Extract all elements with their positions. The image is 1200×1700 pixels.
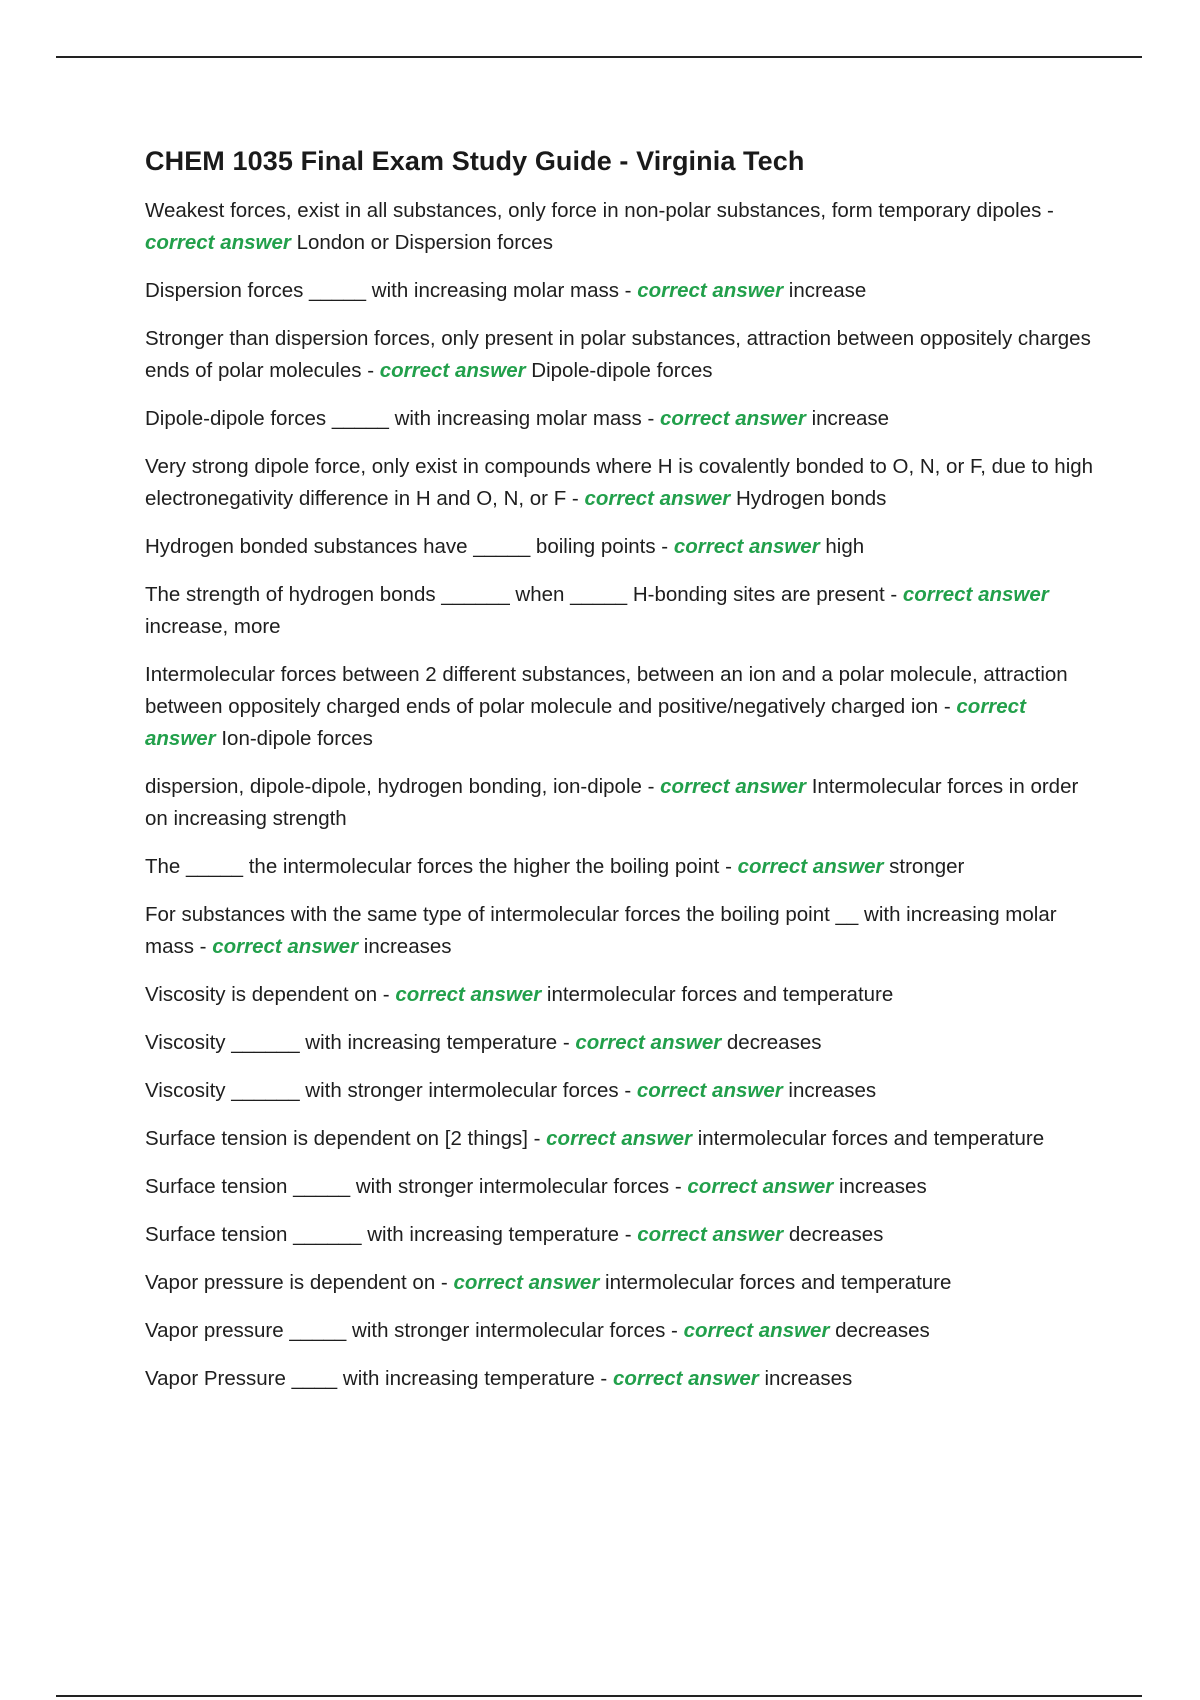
qa-item xyxy=(145,531,1095,563)
question-text: Hydrogen bonded substances have _____ boiling points xyxy=(145,535,656,558)
qa-item xyxy=(145,451,1095,515)
answer-text: increases xyxy=(788,1079,877,1102)
answer-text: intermolecular forces and temperature xyxy=(605,1271,952,1294)
question-text: The _____ the intermolecular forces the higher the boiling point xyxy=(145,855,720,878)
qa-item xyxy=(145,1171,1095,1203)
separator: - xyxy=(665,1319,684,1342)
answer-text: increase, more xyxy=(145,615,281,638)
correct-answer-label: correct answer xyxy=(636,1079,783,1102)
qa-item xyxy=(145,1363,1095,1395)
correct-answer-label: correct answer xyxy=(575,1031,722,1054)
answer-text: Dipole-dipole forces xyxy=(531,359,713,382)
qa-item xyxy=(145,979,1095,1011)
separator: - xyxy=(655,535,674,558)
qa-list xyxy=(145,195,1095,1395)
question-text: Surface tension _____ with stronger intermolecular forces xyxy=(145,1175,670,1198)
question-text: Vapor pressure _____ with stronger intermolecular forces xyxy=(145,1319,666,1342)
correct-answer-label: correct answer xyxy=(612,1367,759,1390)
correct-answer-label: correct answer xyxy=(584,487,731,510)
question-text: Viscosity is dependent on xyxy=(145,983,378,1006)
answer-text: London or Dispersion forces xyxy=(296,231,553,254)
qa-item xyxy=(145,1315,1095,1347)
answer-text: increases xyxy=(838,1175,927,1198)
correct-answer-label: correct answer xyxy=(660,407,806,430)
separator: - xyxy=(557,1031,576,1054)
separator: - xyxy=(618,279,638,302)
qa-item xyxy=(145,899,1095,963)
answer-text: intermolecular forces and temperature xyxy=(697,1127,1045,1150)
answer-text: intermolecular forces and temperature xyxy=(546,983,894,1006)
qa-item xyxy=(145,323,1095,387)
correct-answer-label: correct answer xyxy=(673,535,820,558)
answer-text: decreases xyxy=(788,1223,884,1246)
qa-item xyxy=(145,851,1095,883)
question-text: Surface tension is dependent on [2 things] xyxy=(145,1127,528,1150)
separator: - xyxy=(938,695,957,718)
qa-item xyxy=(145,771,1095,835)
qa-item xyxy=(145,403,1095,435)
answer-text: decreases xyxy=(835,1319,930,1342)
answer-text: increase xyxy=(811,407,890,430)
answer-text: stronger xyxy=(889,855,965,878)
answer-text: high xyxy=(825,535,865,558)
bottom-rule xyxy=(56,1695,1142,1697)
separator: - xyxy=(719,855,738,878)
correct-answer-label: correct answer xyxy=(379,359,526,382)
question-text: Vapor Pressure ____ with increasing temperature xyxy=(145,1367,595,1390)
question-text: Very strong dipole force, only exist in compounds where H is covalently bonded to O, N, or F, due to high electronegativity difference in H and O, N, or F xyxy=(145,455,1094,510)
question-text: Dispersion forces _____ with increasing molar mass xyxy=(145,279,619,302)
separator: - xyxy=(641,407,661,430)
question-text: For substances with the same type of intermolecular forces the boiling point __ with increasing molar mass xyxy=(145,903,1057,958)
correct-answer-label: correct answer xyxy=(546,1127,693,1150)
qa-item xyxy=(145,1219,1095,1251)
qa-item xyxy=(145,275,1095,307)
answer-text: increase xyxy=(788,279,867,302)
separator: - xyxy=(566,487,585,510)
answer-text: decreases xyxy=(726,1031,822,1054)
separator: - xyxy=(193,935,213,958)
separator: - xyxy=(361,359,380,382)
question-text: Weakest forces, exist in all substances, only force in non-polar substances, form temporary dipoles xyxy=(145,199,1042,222)
qa-item xyxy=(145,1075,1095,1107)
correct-answer-label: correct answer xyxy=(687,1175,834,1198)
correct-answer-label: correct answer xyxy=(145,695,1026,750)
document-body xyxy=(145,146,1095,1411)
separator: - xyxy=(669,1175,688,1198)
separator: - xyxy=(435,1271,454,1294)
correct-answer-label: correct answer xyxy=(660,775,806,798)
question-text: dispersion, dipole-dipole, hydrogen bonding, ion-dipole xyxy=(145,775,642,798)
question-text: Dipole-dipole forces _____ with increasing molar mass xyxy=(145,407,642,430)
question-text: The strength of hydrogen bonds ______ when _____ H-bonding sites are present xyxy=(145,583,885,606)
separator: - xyxy=(619,1223,638,1246)
separator: - xyxy=(618,1079,637,1102)
separator: - xyxy=(884,583,903,606)
correct-answer-label: correct answer xyxy=(145,231,291,254)
answer-text: increases xyxy=(764,1367,853,1390)
question-text: Stronger than dispersion forces, only present in polar substances, attraction between oppositely charges ends of polar molecules xyxy=(145,327,1091,382)
qa-item xyxy=(145,1123,1095,1155)
correct-answer-label: correct answer xyxy=(683,1319,830,1342)
answer-text: Hydrogen bonds xyxy=(736,487,887,510)
qa-item xyxy=(145,659,1095,755)
correct-answer-label: correct answer xyxy=(212,935,359,958)
separator: - xyxy=(527,1127,547,1150)
separator: - xyxy=(1041,199,1054,222)
qa-item xyxy=(145,1267,1095,1299)
correct-answer-label: correct answer xyxy=(453,1271,600,1294)
answer-text: increases xyxy=(363,935,452,958)
document-title: CHEM 1035 Final Exam Study Guide - Virginia Tech xyxy=(145,146,805,176)
correct-answer-label: correct answer xyxy=(395,983,542,1006)
separator: - xyxy=(594,1367,613,1390)
separator: - xyxy=(641,775,661,798)
answer-text: Intermolecular forces in order on increasing strength xyxy=(145,775,1079,830)
correct-answer-label: correct answer xyxy=(902,583,1049,606)
question-text: Intermolecular forces between 2 different substances, between an ion and a polar molecule, attraction between oppositely charged ends of polar molecule and positive/negatively charged ion xyxy=(145,663,1068,718)
question-text: Viscosity ______ with increasing temperature xyxy=(145,1031,558,1054)
question-text: Vapor pressure is dependent on xyxy=(145,1271,436,1294)
qa-item xyxy=(145,579,1095,643)
correct-answer-label: correct answer xyxy=(737,855,884,878)
answer-text: Ion-dipole forces xyxy=(221,727,373,750)
correct-answer-label: correct answer xyxy=(637,279,784,302)
qa-item xyxy=(145,195,1095,259)
question-text: Surface tension ______ with increasing temperature xyxy=(145,1223,620,1246)
correct-answer-label: correct answer xyxy=(637,1223,784,1246)
separator: - xyxy=(377,983,396,1006)
question-text: Viscosity ______ with stronger intermolecular forces xyxy=(145,1079,619,1102)
qa-item xyxy=(145,1027,1095,1059)
top-rule xyxy=(56,56,1142,58)
